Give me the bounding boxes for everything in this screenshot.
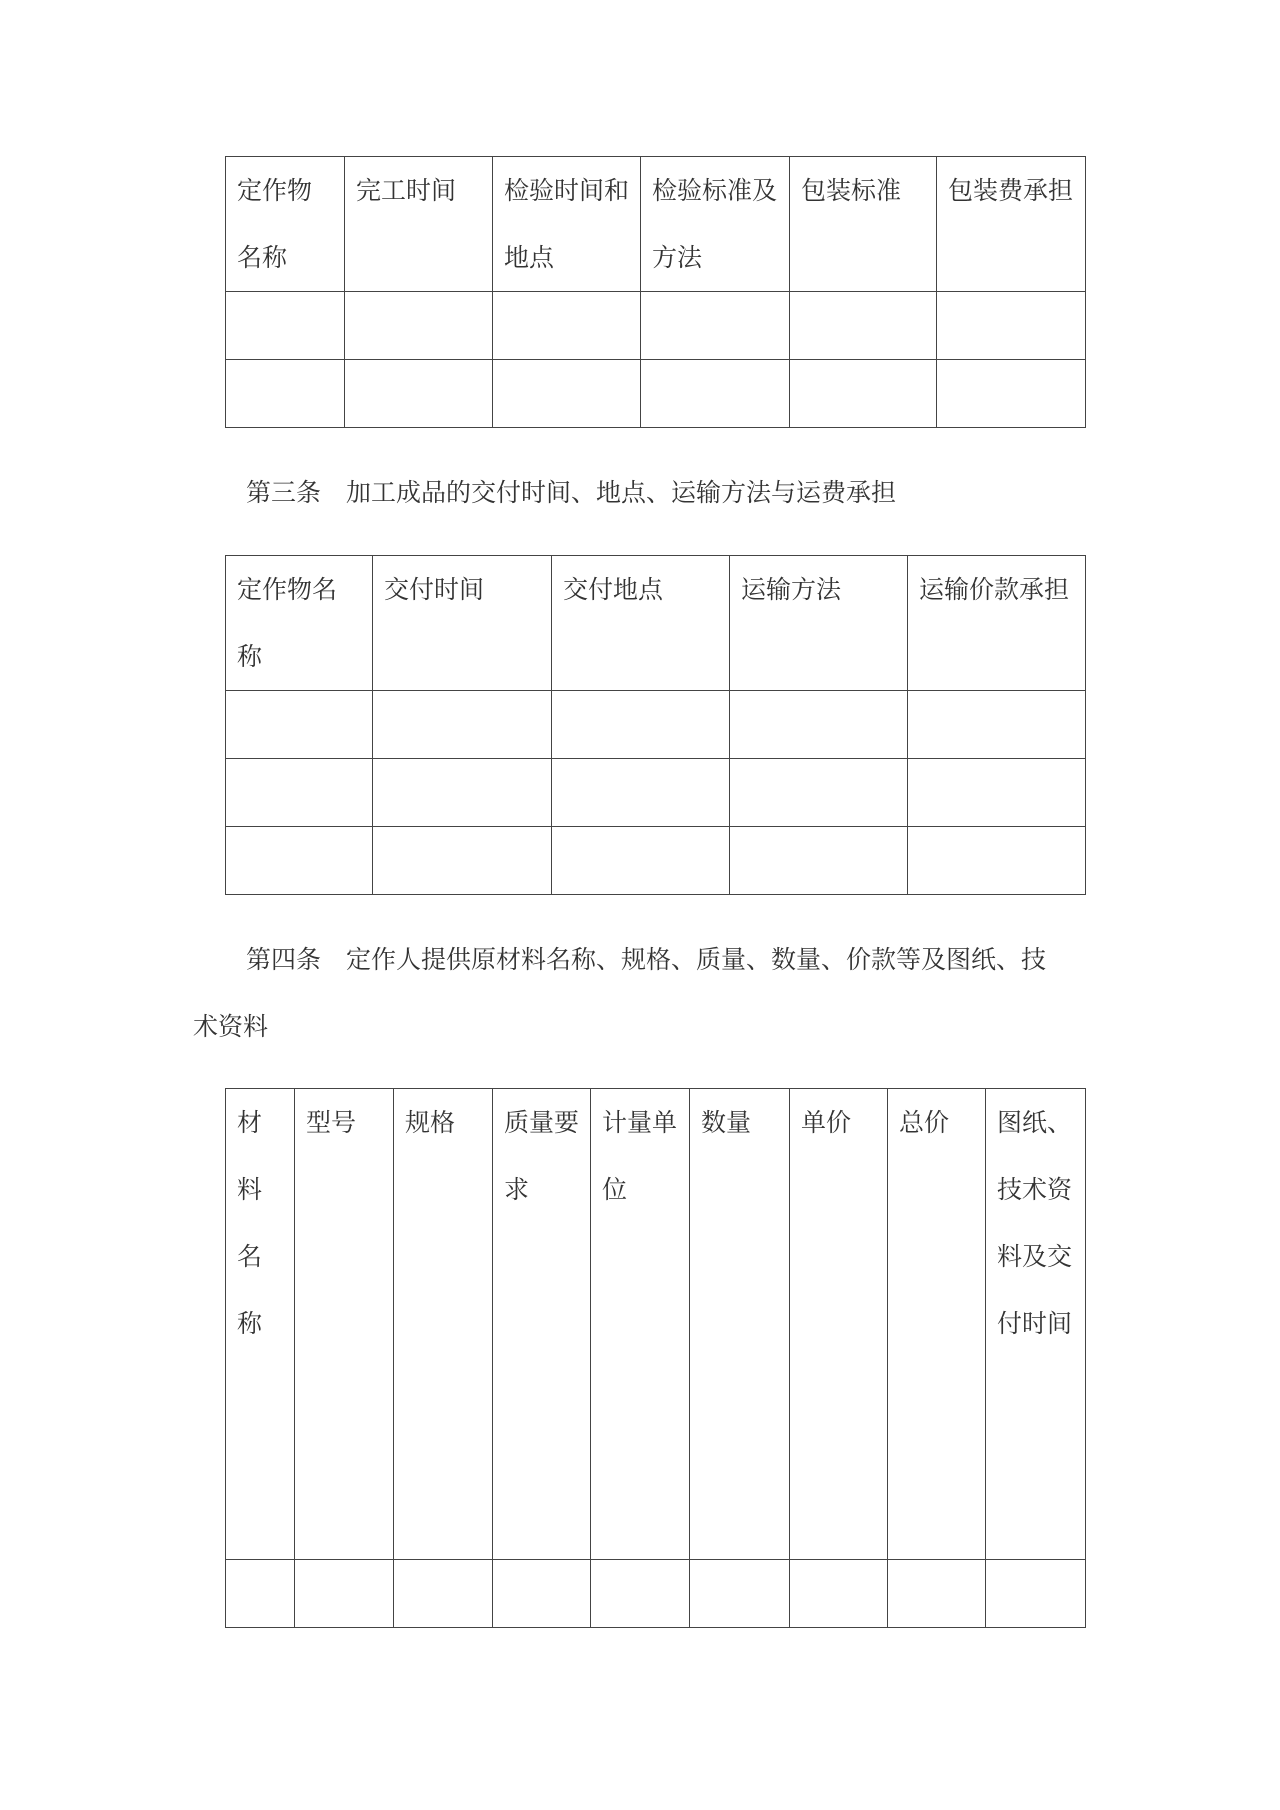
header-label: 材料名称 <box>237 1108 263 1338</box>
header-cell <box>888 1089 986 1560</box>
empty-cell[interactable] <box>790 1560 888 1628</box>
header-cell <box>730 556 908 691</box>
header-cell <box>295 1089 394 1560</box>
header-label: 运输价款承担 <box>919 575 1070 604</box>
empty-cell[interactable] <box>226 1560 295 1628</box>
table-delivery-transport <box>225 555 1086 895</box>
empty-cell[interactable] <box>730 691 908 759</box>
header-label: 包装标准 <box>801 176 902 205</box>
empty-cell[interactable] <box>937 292 1086 360</box>
header-label: 运输方法 <box>741 575 842 604</box>
empty-cell[interactable] <box>493 360 641 428</box>
header-cell <box>493 157 641 292</box>
header-label: 定作物名称 <box>237 575 338 671</box>
empty-cell[interactable] <box>790 360 937 428</box>
header-cell <box>493 1089 591 1560</box>
empty-cell[interactable] <box>690 1560 790 1628</box>
header-cell <box>226 556 373 691</box>
header-cell <box>345 157 493 292</box>
table-row <box>226 1560 1086 1628</box>
empty-cell[interactable] <box>345 292 493 360</box>
header-cell <box>226 1089 295 1560</box>
empty-cell[interactable] <box>345 360 493 428</box>
header-cell <box>373 556 552 691</box>
empty-cell[interactable] <box>373 827 552 895</box>
empty-cell[interactable] <box>908 759 1086 827</box>
header-cell <box>690 1089 790 1560</box>
header-label: 规格 <box>405 1108 456 1137</box>
empty-cell[interactable] <box>373 759 552 827</box>
header-label: 数量 <box>701 1108 752 1137</box>
empty-cell[interactable] <box>226 759 373 827</box>
empty-cell[interactable] <box>908 827 1086 895</box>
table-row <box>226 759 1086 827</box>
empty-cell[interactable] <box>641 360 790 428</box>
header-cell <box>394 1089 493 1560</box>
header-label: 图纸、技术资料及交付时间 <box>997 1108 1073 1338</box>
header-label: 交付地点 <box>563 575 664 604</box>
empty-cell[interactable] <box>552 691 730 759</box>
table-materials <box>225 1088 1086 1628</box>
empty-cell[interactable] <box>373 691 552 759</box>
header-cell <box>937 157 1086 292</box>
header-label: 完工时间 <box>356 176 457 205</box>
header-cell <box>908 556 1086 691</box>
empty-cell[interactable] <box>394 1560 493 1628</box>
header-cell <box>790 1089 888 1560</box>
empty-cell[interactable] <box>641 292 790 360</box>
empty-cell[interactable] <box>493 292 641 360</box>
header-label: 计量单位 <box>602 1108 678 1204</box>
empty-cell[interactable] <box>295 1560 394 1628</box>
header-label: 质量要求 <box>504 1108 580 1204</box>
header-cell <box>226 157 345 292</box>
header-cell <box>641 157 790 292</box>
header-label: 检验时间和地点 <box>504 176 630 272</box>
table-finish-inspection-packaging <box>225 156 1086 428</box>
header-cell <box>591 1089 690 1560</box>
empty-cell[interactable] <box>552 827 730 895</box>
table-header-row <box>226 1089 1086 1560</box>
empty-cell[interactable] <box>790 292 937 360</box>
header-label: 包装费承担 <box>948 176 1074 205</box>
header-label: 定作物名称 <box>237 176 313 272</box>
empty-cell[interactable] <box>226 292 345 360</box>
header-label: 总价 <box>899 1108 950 1137</box>
table-header-row <box>226 556 1086 691</box>
empty-cell[interactable] <box>591 1560 690 1628</box>
empty-cell[interactable] <box>908 691 1086 759</box>
header-cell <box>986 1089 1086 1560</box>
empty-cell[interactable] <box>730 759 908 827</box>
empty-cell[interactable] <box>986 1560 1086 1628</box>
table-row <box>226 827 1086 895</box>
table-row <box>226 360 1086 428</box>
article-3-heading: 第三条 加工成品的交付时间、地点、运输方法与运费承担 <box>246 478 897 507</box>
header-cell <box>790 157 937 292</box>
article-4-line-2: 术资料 <box>193 1012 269 1041</box>
header-label: 型号 <box>306 1108 357 1137</box>
empty-cell[interactable] <box>226 827 373 895</box>
empty-cell[interactable] <box>493 1560 591 1628</box>
table-header-row <box>226 157 1086 292</box>
table-row <box>226 292 1086 360</box>
empty-cell[interactable] <box>937 360 1086 428</box>
empty-cell[interactable] <box>226 691 373 759</box>
empty-cell[interactable] <box>730 827 908 895</box>
header-cell <box>552 556 730 691</box>
header-label: 交付时间 <box>384 575 485 604</box>
empty-cell[interactable] <box>226 360 345 428</box>
empty-cell[interactable] <box>888 1560 986 1628</box>
article-4-line-1: 第四条 定作人提供原材料名称、规格、质量、数量、价款等及图纸、技 <box>246 945 1047 974</box>
empty-cell[interactable] <box>552 759 730 827</box>
table-row <box>226 691 1086 759</box>
header-label: 检验标准及方法 <box>652 176 778 272</box>
header-label: 单价 <box>801 1108 852 1137</box>
